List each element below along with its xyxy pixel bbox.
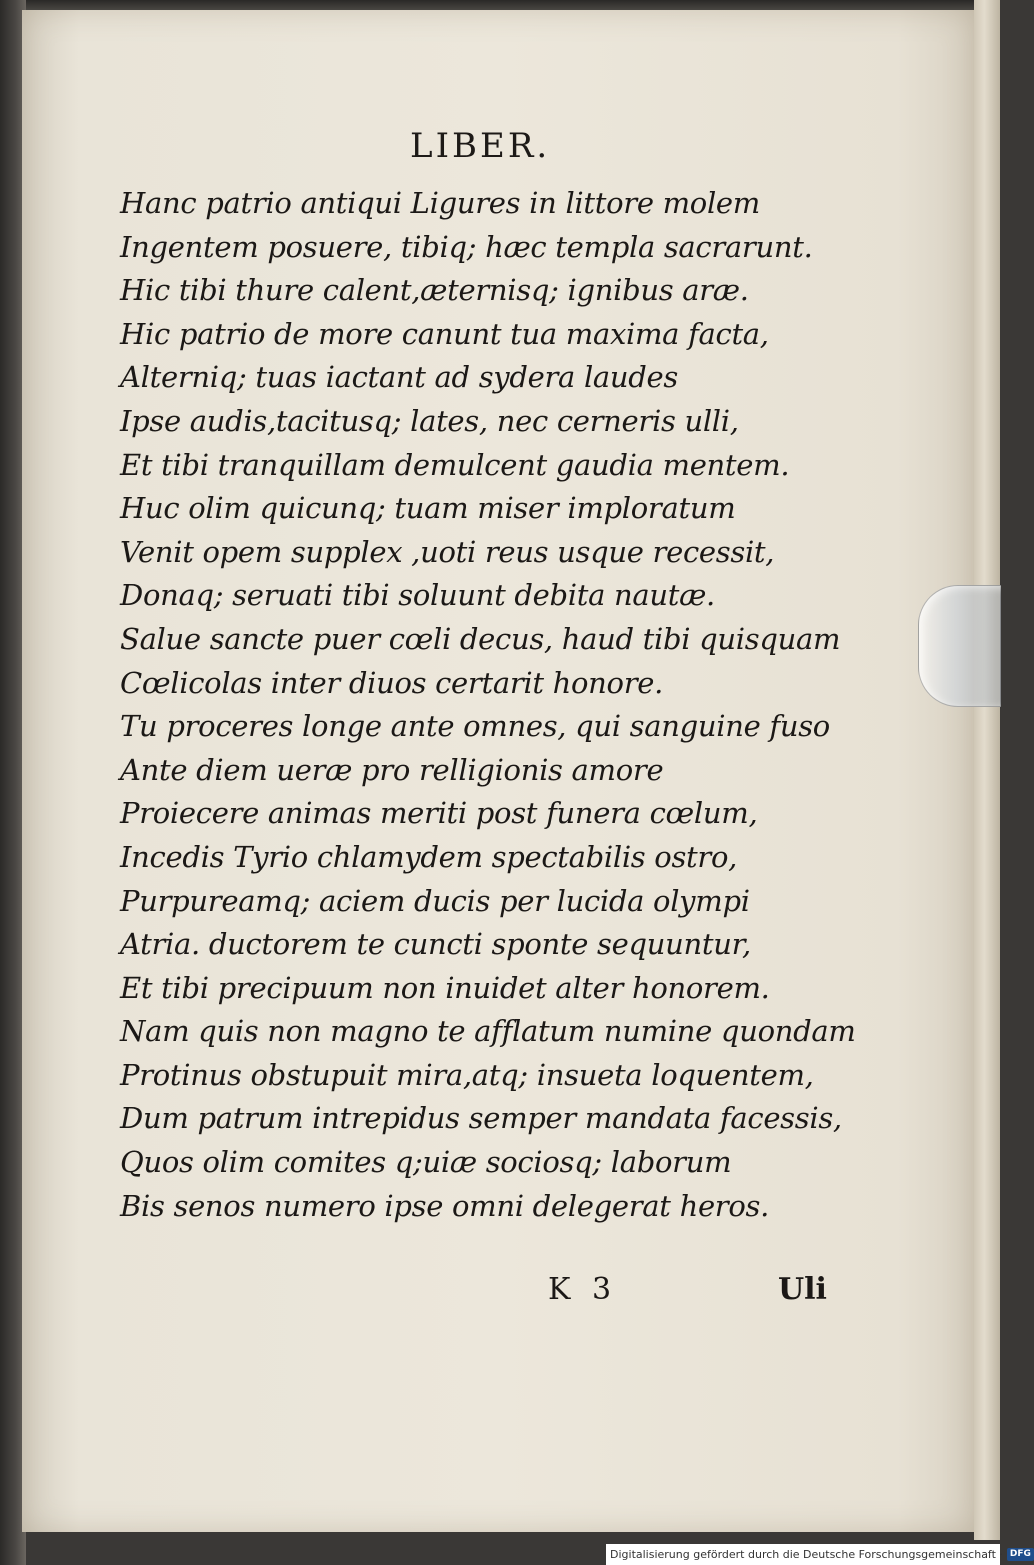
digitization-credit-text: Digitalisierung gefördert durch die Deutsche Forschungsgemeinschaft · — [610, 1548, 1003, 1561]
verse-line: Dum patrum intrepidus semper mandata facessis, — [120, 1101, 842, 1136]
verse-line: Ante diem ueræ pro relligionis amore — [120, 752, 664, 787]
verse-text-block — [120, 182, 856, 1228]
verse-line: Nam quis non magno te afflatum numine quondam — [120, 1014, 856, 1049]
verse-line: Quos olim comites q;uiæ sociosq; laborum — [120, 1145, 732, 1180]
verse-line: Alterniq; tuas iactant ad sydera laudes — [120, 360, 679, 395]
verse-line: Bis senos numero ipse omni delegerat heros. — [120, 1188, 770, 1223]
dfg-logo-icon: DFG — [1007, 1548, 1034, 1561]
verse-line: Proiecere animas meriti post funera cœlum, — [120, 796, 758, 831]
catchword: Uli — [778, 1272, 827, 1307]
running-header: LIBER. — [410, 126, 551, 166]
verse-line: Huc olim quicunq; tuam miser imploratum — [120, 491, 736, 526]
verse-line: Donaq; seruati tibi soluunt debita nautæ. — [120, 578, 715, 613]
page-holder-clip — [918, 585, 1001, 707]
verse-line: Tu proceres longe ante omnes, qui sanguine fuso — [120, 709, 830, 744]
verse-line: Purpureamq; aciem ducis per lucida olympi — [120, 883, 750, 918]
adjacent-page-edge — [974, 0, 1000, 1540]
verse-line: Et tibi precipuum non inuidet alter honorem. — [120, 970, 770, 1005]
verse-line: Hanc patrio antiqui Ligures in littore molem — [120, 186, 760, 220]
verse-line: Incedis Tyrio chlamydem spectabilis ostro, — [120, 839, 738, 874]
verse-line: Venit opem supplex ,uoti reus usque recessit, — [120, 534, 775, 569]
verse-line: Cœlicolas inter diuos certarit honore. — [120, 665, 664, 700]
verse-line: Ingentem posuere, tibiq; hæc templa sacrarunt. — [120, 229, 813, 264]
verse-line: Hic tibi thure calent,æternisq; ignibus aræ. — [120, 273, 749, 308]
verse-line: Protinus obstupuit mira,atq; insueta loquentem, — [120, 1057, 814, 1092]
verse-line: Atria. ductorem te cuncti sponte sequuntur, — [120, 927, 751, 962]
verse-line: Ipse audis,tacitusq; lates, nec cerneris ulli, — [120, 403, 739, 438]
verse-line: Hic patrio de more canunt tua maxima facta, — [120, 316, 769, 351]
digitization-credit-bar — [606, 1544, 1031, 1565]
signature-mark: K 3 — [548, 1272, 618, 1307]
verse-line: Et tibi tranquillam demulcent gaudia mentem. — [120, 447, 790, 482]
verse-line: Salue sancte puer cœli decus, haud tibi quisquam — [120, 621, 841, 656]
